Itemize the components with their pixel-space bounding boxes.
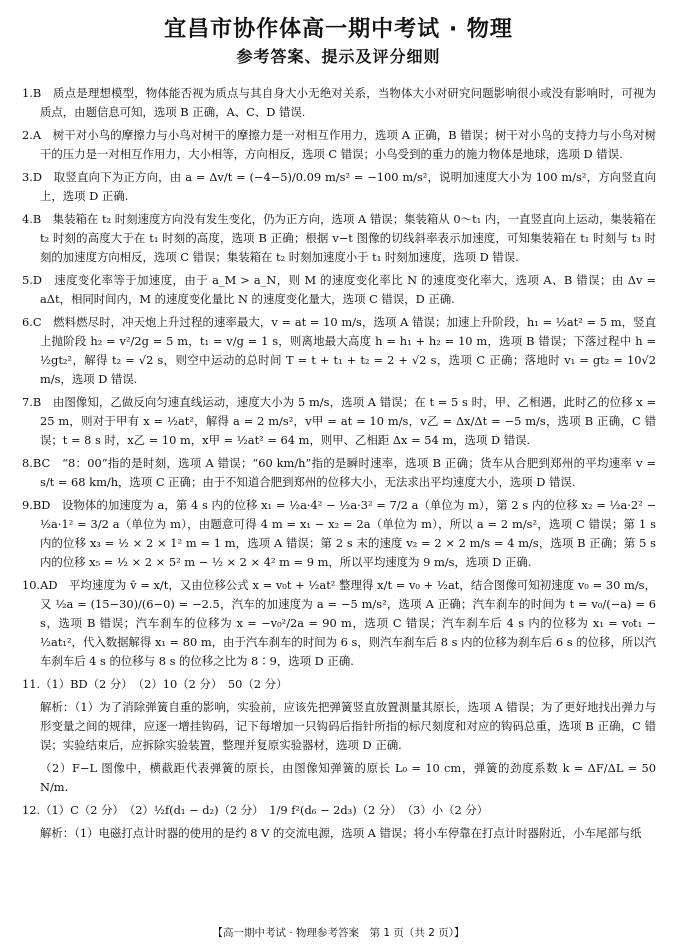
answer-4: 4.B 集装箱在 t₂ 时刻速度方向没有发生变化，仍为正方向，选项 A 错误；集装箱从 0～t₁ 内，一直竖直向上运动，集装箱在 t₂ 时刻的高度大于在 t₁ 时刻的高度，选项 B 正确；根据 v−t 图像的切线斜率表示加速度，可知集装箱在 t₁ 时刻与 t₃ 时刻的加速度方向相反，选项 C 错误；集装箱在 t₂ 时刻加速度小于 t₁ 时刻加速度，选项 D 错误. — [22, 212, 656, 264]
answer-3: 3.D 取竖直向下为正方向，由 a = Δv/t = (−4−5)/0.09 m/s² = −100 m/s²，说明加速度大小为 100 m/s²，方向竖直向上，选项 D 正确. — [22, 170, 656, 203]
answer-5: 5.D 速度变化率等于加速度，由于 a_M > a_N，则 M 的速度变化率比 N 的速度变化率大，选项 A、B 错误；由 Δv = aΔt，相同时间内，M 的速度变化量比 N 的速度变化量大，选项 C 错误，D 正确. — [22, 273, 656, 306]
answer-11-explanation-1: 解析：（1）为了消除弹簧自重的影响，实验前，应该先把弹簧竖直放置测量其原长，选项 A 错误；为了更好地找出弹力与形变量之间的规律，应逐一增挂钩码，记下每增加一只钩码后指针所指的标尺刻度和对应的钩码总重，选项 B 正确，C 错误；实验结束后，应拆除实验装置，整理并复原实验器材，选项 D 正确. — [40, 700, 656, 752]
answer-12-explanation: 解析：（1）电磁打点计时器的使用的是约 8 V 的交流电源，选项 A 错误；将小车停靠在打点计时器附近，小车尾部与纸 — [40, 826, 642, 840]
answer-8: 8.BC “8：00”指的是时刻，选项 A 错误；“60 km/h”指的是瞬时速率，选项 B 正确；货车从合肥到郑州的平均速率 v = s/t = 68 km/h，选项 C 正确；由于不知道合肥到郑州的位移大小，无法求出平均速度大小，选项 D 错误. — [22, 456, 656, 489]
answer-list — [22, 84, 656, 847]
answer-7: 7.B 由图像知，乙做反向匀速直线运动，速度大小为 5 m/s，选项 A 错误；在 t = 5 s 时，甲、乙相遇，此时乙的位移 x = 25 m，则对于甲有 x = ½at²，解得 a = 2 m/s²，v甲 = at = 10 m/s，v乙 = Δx/Δt = −5 m/s，选项 B 正确，C 错误；t = 8 s 时，x乙 = 10 m，x甲 = ½at² = 64 m，则甲、乙相距 Δx = 54 m，选项 D 错误. — [22, 395, 656, 447]
answer-10: 10.AD 平均速度为 v̄ = x/t，又由位移公式 x = v₀t + ½at² 整理得 x/t = v₀ + ½at，结合图像可知初速度 v₀ = 30 m/s，又 ½a = (15−30)/(6−0) = −2.5，汽车的加速度为 a = −5 m/s²，选项 A 正确；汽车刹车的时间为 t = v₀/(−a) = 6 s，选项 B 错误；汽车刹车的位移为 x = −v₀²/2a = 90 m，选项 C 错误；汽车刹车后 4 s 内的位移为 x₁ = v₀t₁ − ½at₁²，代入数据解得 x₁ = 80 m，由于汽车刹车的时间为 6 s，则汽车刹车后 8 s 内的位移为刹车后 6 s 的位移，所以汽车刹车后 4 s 的位移与 8 s 的位移之比为 8∶9，选项 D 正确. — [22, 578, 656, 668]
answer-11-explanation-2: （2）F−L 图像中，横截距代表弹簧的原长，由图像知弹簧的原长 L₀ = 10 cm，弹簧的劲度系数 k = ΔF/ΔL = 50 N/m. — [40, 761, 656, 794]
page-subtitle: 参考答案、提示及评分细则 — [236, 47, 441, 66]
page-title: 宜昌市协作体高一期中考试 · 物理 — [164, 17, 513, 42]
page-footer: 【高一期中考试 · 物理参考答案 第 1 页（共 2 页）】 — [212, 927, 465, 939]
answer-6: 6.C 燃料燃尽时，冲天炮上升过程的速率最大，v = at = 10 m/s，选项 A 错误；加速上升阶段，h₁ = ½at² = 5 m，竖直上抛阶段 h₂ = v²/2g = 5 m，t₁ = v/g = 1 s，则离地最大高度 h = h₁ + h₂ = 10 m，选项 B 错误；下落过程中 h = ½gt₂²，解得 t₂ = √2 s，则空中运动的总时间 T = t + t₁ + t₂ = 2 + √2 s，选项 C 正确；落地时 v₁ = gt₂ = 10√2 m/s，选项 D 错误. — [22, 315, 656, 386]
answer-12-head: 12.（1）C（2 分） （2）½f(d₁ − d₂)（2 分） 1/9 f²(d₆ − 2d₃)（2 分） （3）小（2 分） — [22, 803, 489, 817]
answer-1: 1.B 质点是理想模型，物体能否视为质点与其自身大小无绝对关系，当物体大小对研究问题影响很小或没有影响时，可视为质点，由题信息可知，选项 B 正确，A、C、D 错误. — [22, 86, 656, 119]
answer-11-head: 11.（1）BD（2 分） （2）10（2 分） 50（2 分） — [22, 677, 288, 691]
answer-2: 2.A 树干对小鸟的摩擦力与小鸟对树干的摩擦力是一对相互作用力，选项 A 正确，B 错误；树干对小鸟的支持力与小鸟对树干的压力是一对相互作用力，大小相等，方向相反，选项 C 错误；小鸟受到的重力的施力物体是地球，选项 D 错误. — [22, 128, 656, 161]
answer-9: 9.BD 设物体的加速度为 a，第 4 s 内的位移 x₁ = ½a·4² − ½a·3² = 7/2 a（单位为 m），第 2 s 内的位移 x₂ = ½a·2² − ½a·1² = 3/2 a（单位为 m），由题意可得 4 m = x₁ − x₂ = 2a（单位为 m），所以 a = 2 m/s²，选项 C 错误；第 1 s 内的位移 x₃ = ½ × 2 × 1² m = 1 m，选项 A 错误；第 2 s 末的速度 v₂ = 2 × 2 m/s = 4 m/s，选项 B 正确；第 5 s 内的位移 x₅ = ½ × 2 × 5² m − ½ × 2 × 4² m = 9 m，所以平均速度为 9 m/s，选项 D 正确. — [22, 498, 656, 569]
